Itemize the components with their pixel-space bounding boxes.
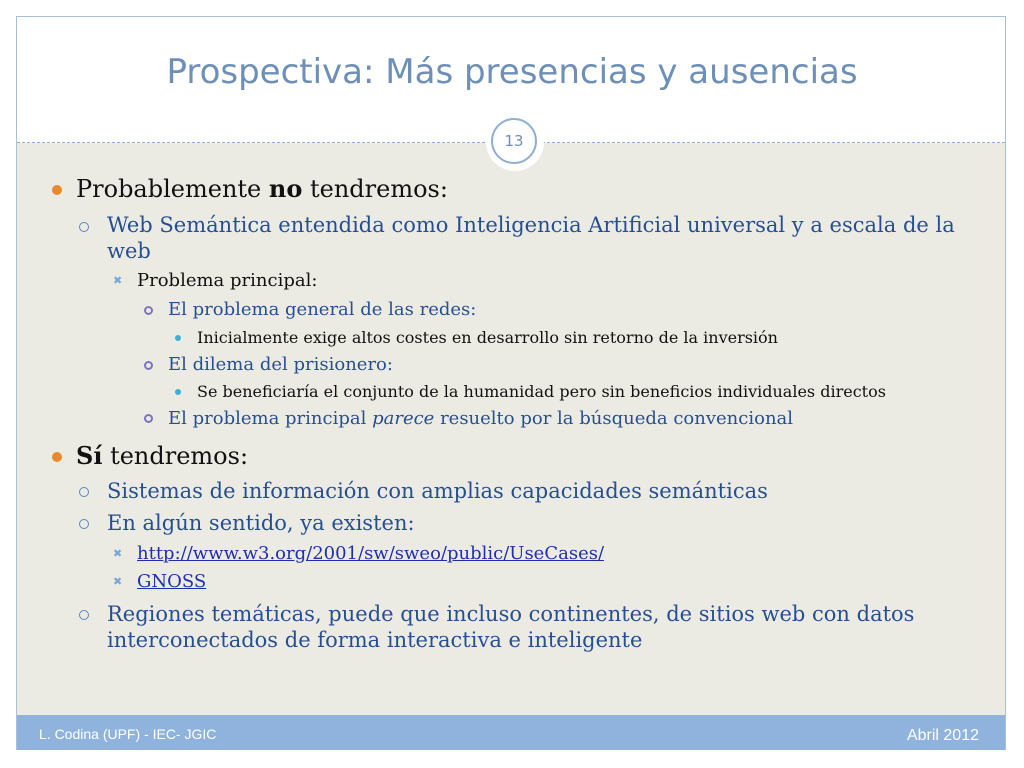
bullet-cross-icon: ✖ [113, 274, 123, 287]
item-bold-text: no [268, 174, 303, 203]
list-item-busqueda [168, 408, 793, 429]
gnoss-link[interactable]: GNOSS [137, 571, 207, 592]
item-italic-text: parece [372, 408, 435, 429]
list-item-costes: Inicialmente exige altos costes en desarrollo sin retorno de la inversión [197, 328, 778, 347]
list-item-ya-existen: En algún sentido, ya existen: [107, 511, 415, 535]
bullet-ring-icon [79, 519, 89, 529]
footer-date: Abril 2012 [906, 727, 979, 744]
list-item-problema-redes: El problema general de las redes: [168, 299, 477, 320]
list-item-si-tendremos [76, 441, 248, 470]
item-text: Probablemente [76, 175, 269, 203]
item-text: El problema principal [168, 408, 373, 429]
bullet-dot-icon [52, 452, 62, 462]
bullet-ring-icon [144, 306, 153, 315]
bullet-ring-icon [144, 414, 153, 423]
bullet-ring-icon [79, 610, 89, 620]
list-item-regiones: Regiones temáticas, puede que incluso continentes, de sitios web con datos interconectados de forma interactiva e inteligente [107, 602, 915, 652]
slide-title: Prospectiva: Más presencias y ausencias [166, 52, 858, 92]
list-item-probablemente [76, 174, 448, 203]
list-item-link-w3 [137, 543, 604, 564]
bullet-cross-icon: ✖ [113, 575, 123, 588]
list-item-dilema: El dilema del prisionero: [168, 354, 393, 375]
bullet-ring-icon [144, 361, 153, 370]
footer-author: L. Codina (UPF) - IEC- JGIC [39, 726, 217, 742]
bullet-dot-icon [175, 335, 181, 341]
bullet-dot-icon [175, 389, 181, 395]
item-text: tendremos: [302, 175, 448, 203]
bullet-ring-icon [79, 222, 89, 232]
item-bold-text: Sí [76, 441, 103, 470]
list-item-beneficio: Se beneficiaría el conjunto de la humanidad pero sin beneficios individuales directos [197, 382, 886, 401]
w3-usecases-link[interactable]: http://www.w3.org/2001/sw/sweo/public/UseCases/ [137, 543, 605, 564]
page-number: 13 [491, 118, 537, 164]
slide-footer [17, 715, 1005, 750]
item-text: resuelto por la búsqueda convencional [434, 408, 794, 429]
bullet-ring-icon [79, 487, 89, 497]
list-item-web-semantica: Web Semántica entendida como Inteligencia Artificial universal y a escala de la web [107, 213, 955, 263]
list-item-sistemas: Sistemas de información con amplias capacidades semánticas [107, 479, 768, 503]
bullet-dot-icon [52, 185, 62, 195]
item-text: tendremos: [102, 442, 249, 470]
bullet-cross-icon: ✖ [113, 547, 123, 560]
list-item-link-gnoss [137, 571, 206, 592]
list-item-problema-principal: Problema principal: [137, 270, 318, 291]
